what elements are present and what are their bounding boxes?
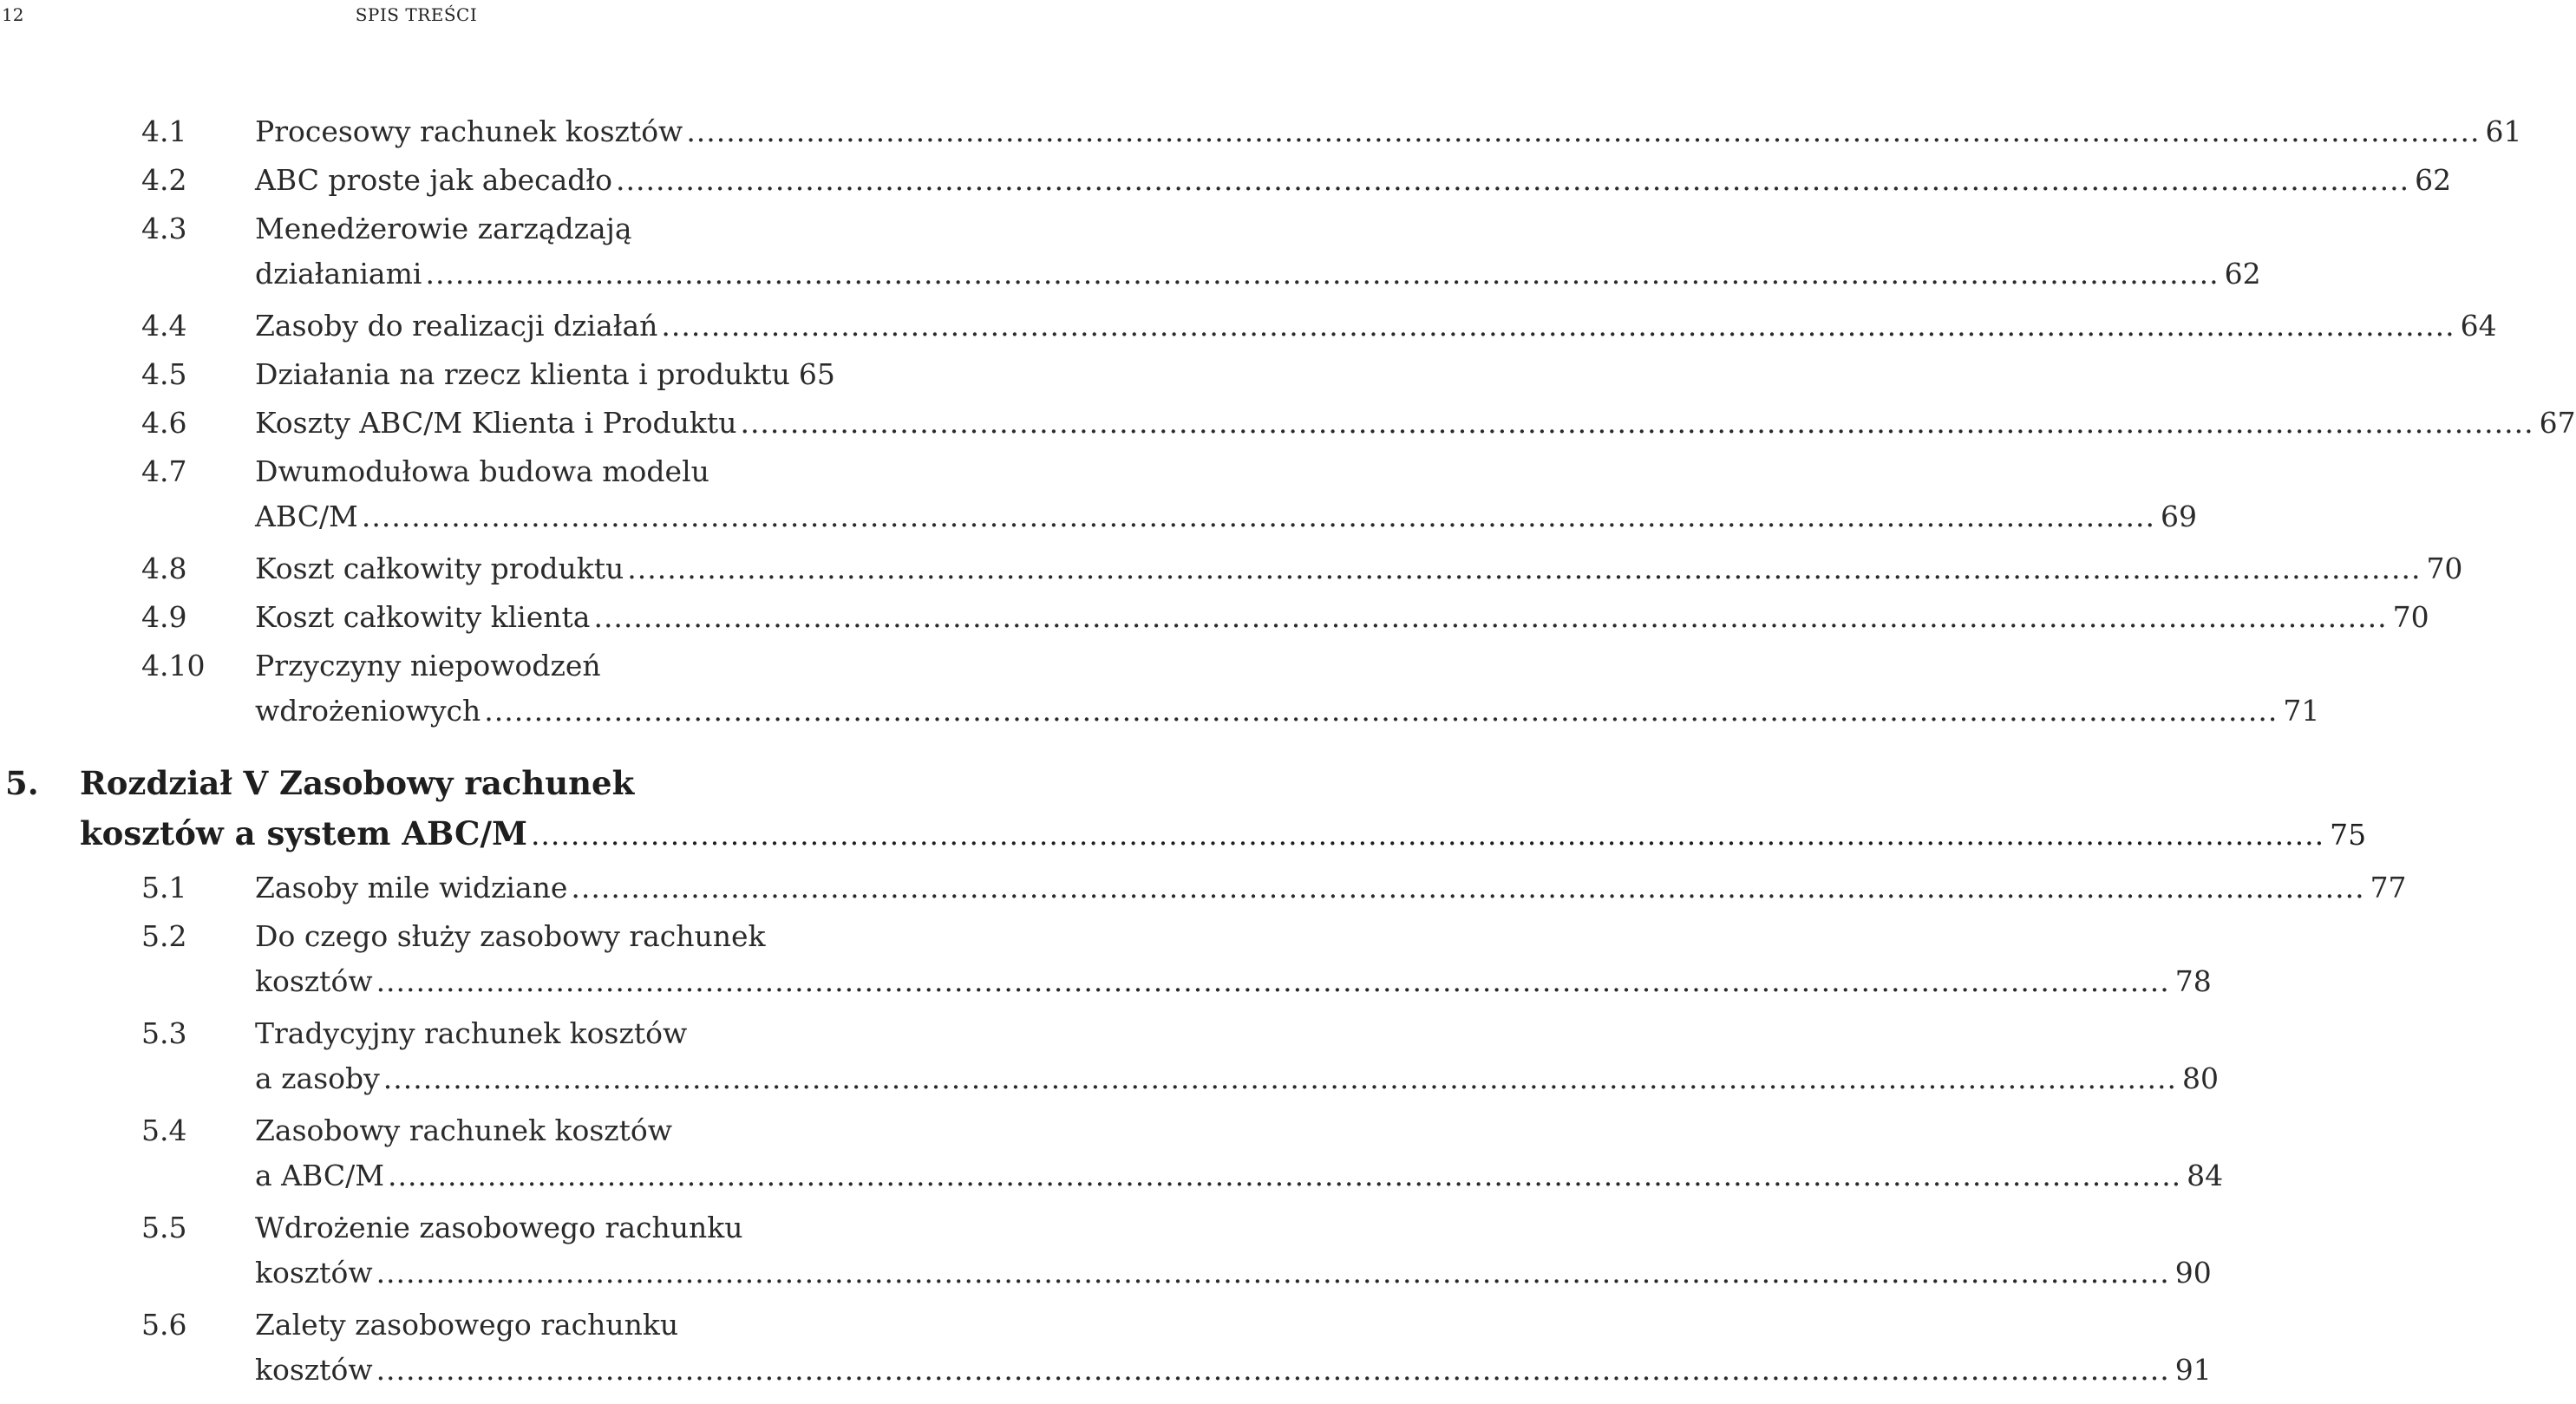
toc-entry-title-line2: wdrożeniowych: [255, 694, 481, 728]
toc-entry-title-line1: Zasobowy rachunek kosztów: [255, 1113, 673, 1147]
toc-entry-leader-line: [255, 399, 2576, 447]
toc-entry-title: Procesowy rachunek kosztów: [255, 114, 683, 148]
toc-entry-page: 67: [2539, 406, 2576, 440]
toc-entry-leader-line: [255, 493, 2198, 541]
toc-entry-leader-line: [255, 1249, 2212, 1297]
dot-leader: [531, 810, 2324, 860]
dot-leader: [740, 399, 2534, 447]
toc-entry-page: 80: [2181, 1061, 2219, 1095]
dot-leader: [686, 108, 2480, 156]
toc-entry-title-line1: Przyczyny niepowodzeń: [255, 649, 601, 682]
dot-leader: [593, 593, 2387, 642]
toc-entry-title-line2: a zasoby: [255, 1061, 380, 1095]
toc-entry-title: ABC proste jak abecadło: [255, 163, 612, 197]
toc-entry[interactable]: [0, 1107, 2224, 1204]
dot-leader: [376, 957, 2170, 1006]
toc-entry-number: 4.10: [141, 649, 206, 682]
toc-entry[interactable]: [0, 156, 2452, 205]
toc-entry-title-line1: Wdrożenie zasobowego rachunku: [255, 1211, 743, 1244]
toc-entry-title-line2: a ABC/M: [255, 1159, 385, 1192]
toc-entry[interactable]: [0, 1301, 2212, 1398]
toc-entry[interactable]: [0, 108, 2522, 156]
chapter-page: 75: [2330, 818, 2367, 852]
toc-entry-number: 4.9: [141, 600, 187, 634]
toc-chapter-heading[interactable]: [0, 758, 2367, 864]
dot-leader: [484, 687, 2278, 735]
dot-leader: [388, 1152, 2181, 1200]
toc-entry-number: 5.3: [141, 1016, 187, 1050]
toc-entry-page: 69: [2161, 500, 2198, 533]
toc-entry-title-line1: Tradycyjny rachunek kosztów: [255, 1016, 688, 1050]
dot-leader: [383, 1055, 2177, 1103]
toc-entry-leader-line: [255, 864, 2407, 912]
toc-entry-title-line1: Zalety zasobowego rachunku: [255, 1308, 679, 1342]
toc-entry-leader-line: [255, 957, 2212, 1006]
toc-entry-page: 78: [2174, 964, 2212, 998]
toc-entry-leader-line: [255, 545, 2463, 593]
toc-entry-page: 70: [2426, 552, 2463, 585]
toc-entry-number: 5.6: [141, 1308, 187, 1342]
toc-entry-number: 4.1: [141, 114, 187, 148]
toc-entry-title-line2: kosztów: [255, 964, 373, 998]
dot-leader: [616, 156, 2409, 205]
toc-entry-leader-line: [255, 302, 2497, 350]
toc-entry-title-line2: działaniami: [255, 257, 422, 291]
toc-entry-leader-line: [255, 250, 2261, 298]
toc-entry-number: 5.2: [141, 919, 187, 953]
toc-entry-number: 4.7: [141, 454, 187, 488]
toc-entry-title: Koszt całkowity produktu: [255, 552, 624, 585]
toc-entry[interactable]: [0, 1009, 2219, 1107]
toc-entry-title-line2: ABC/M: [255, 500, 358, 533]
toc-entry[interactable]: [0, 593, 2429, 642]
toc-entry-page: 90: [2174, 1256, 2212, 1290]
dot-leader: [425, 250, 2219, 298]
toc-entry[interactable]: [0, 350, 833, 399]
toc-entry-page: 65: [798, 357, 835, 391]
toc-entry[interactable]: [0, 545, 2463, 593]
toc-entry[interactable]: [0, 1204, 2212, 1301]
toc-entry-page: 91: [2174, 1353, 2212, 1387]
dot-leader: [661, 302, 2455, 350]
toc-entry-page: 77: [2370, 871, 2407, 904]
toc-entry-leader-line: [255, 1055, 2219, 1103]
toc-entry[interactable]: [0, 399, 2576, 447]
toc-entry-leader-line: [255, 1152, 2224, 1200]
toc-entry-title-line1: Do czego służy zasobowy rachunek: [255, 919, 766, 953]
toc-entry-leader-line: [255, 687, 2320, 735]
toc-entry-number: 4.3: [141, 212, 187, 245]
toc-entry-leader-line: [255, 350, 835, 399]
chapter-title-line1: Rozdział V Zasobowy rachunek: [80, 764, 635, 802]
toc-entry-page: 64: [2460, 309, 2497, 343]
dot-leader: [376, 1249, 2170, 1297]
toc-entry-title: Zasoby do realizacji działań: [255, 309, 658, 343]
running-title: SPIS TREŚCI: [355, 4, 478, 25]
toc-entry[interactable]: [0, 864, 2407, 912]
chapter-number: 5.: [5, 764, 39, 802]
toc-entry-title-line2: kosztów: [255, 1256, 373, 1290]
toc-entry-leader-line: [255, 156, 2452, 205]
running-head: [0, 3, 833, 26]
toc-entry-page: 62: [2415, 163, 2452, 197]
toc-entry-title-line1: Dwumodułowa budowa modelu: [255, 454, 709, 488]
toc-entry-number: 4.4: [141, 309, 187, 343]
toc-entry[interactable]: [0, 642, 2320, 739]
toc-entry-title-line1: Menedżerowie zarządzają: [255, 212, 632, 245]
toc-entry[interactable]: [0, 302, 2497, 350]
dot-leader: [376, 1346, 2170, 1394]
toc-entry-page: 61: [2485, 114, 2522, 148]
toc-entry-number: 5.4: [141, 1113, 187, 1147]
toc-entry-number: 4.8: [141, 552, 187, 585]
toc-entry-page: 84: [2187, 1159, 2224, 1192]
chapter-leader-line: [80, 808, 2367, 859]
dot-leader: [571, 864, 2364, 912]
toc-entry-title: Koszty ABC/M Klienta i Produktu: [255, 406, 737, 440]
toc-entry-page: 62: [2224, 257, 2261, 291]
toc-entry-page: 71: [2283, 694, 2320, 728]
toc-entry[interactable]: [0, 912, 2212, 1009]
toc-entry-number: 5.1: [141, 871, 187, 904]
toc-entry-page: 70: [2392, 600, 2429, 634]
toc-entry-title: Zasoby mile widziane: [255, 871, 568, 904]
dot-leader: [362, 493, 2155, 541]
toc-entry[interactable]: [0, 447, 2198, 545]
toc-entry-number: 4.2: [141, 163, 187, 197]
toc-entry-leader-line: [255, 1346, 2212, 1394]
toc-entry-leader-line: [255, 108, 2522, 156]
toc-entry-number: 4.6: [141, 406, 187, 440]
toc-entry[interactable]: [0, 205, 2261, 302]
toc-entry-leader-line: [255, 593, 2429, 642]
table-of-contents: [0, 108, 2576, 1398]
dot-leader: [627, 545, 2421, 593]
toc-entry-title-line2: kosztów: [255, 1353, 373, 1387]
toc-entry-title: Koszt całkowity klienta: [255, 600, 591, 634]
chapter-title-line2: kosztów a system ABC/M: [80, 814, 527, 852]
toc-entry-number: 4.5: [141, 357, 187, 391]
toc-entry-title: Działania na rzecz klienta i produktu: [255, 357, 790, 391]
page-number: 12: [2, 4, 24, 25]
toc-entry-number: 5.5: [141, 1211, 187, 1244]
